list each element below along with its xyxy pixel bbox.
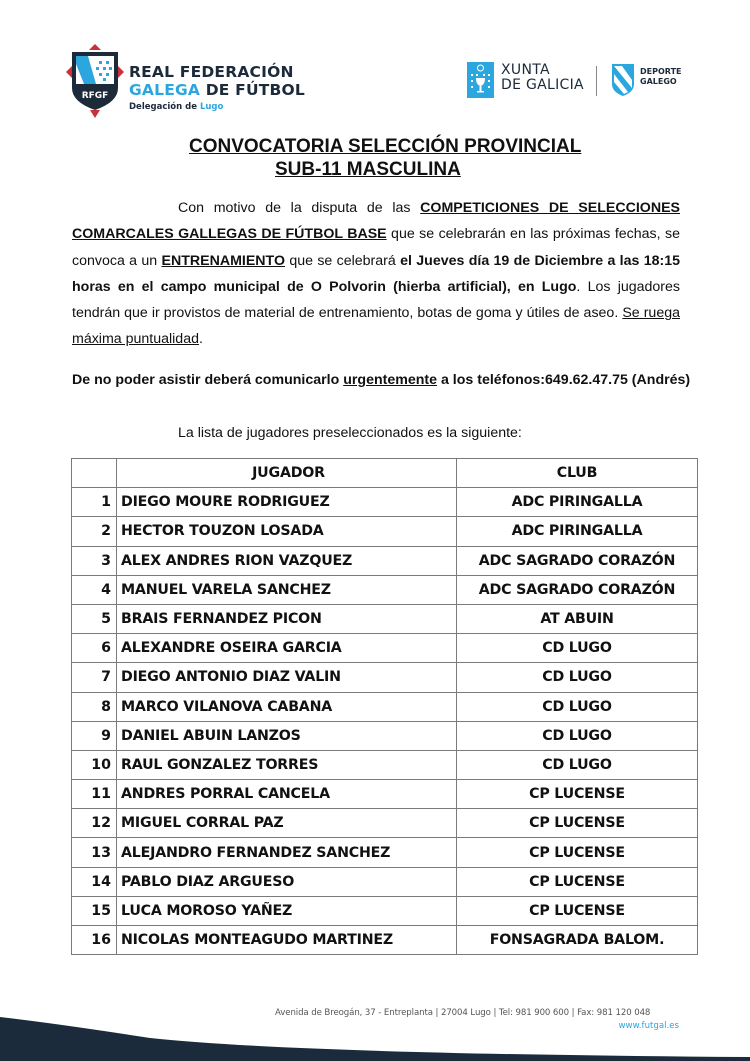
row-player: RAUL GONZALEZ TORRES	[117, 750, 457, 779]
row-club: CD LUGO	[457, 721, 698, 750]
row-player: HECTOR TOUZON LOSADA	[117, 517, 457, 546]
rfgf-badge-text: RFGF	[81, 91, 109, 101]
row-club: AT ABUIN	[457, 604, 698, 633]
table-row	[72, 721, 698, 750]
row-player: BRAIS FERNANDEZ PICON	[117, 604, 457, 633]
punctuality-note: Se ruega máxima puntualidad	[72, 305, 680, 348]
row-num: 10	[72, 750, 117, 779]
row-num: 7	[72, 663, 117, 692]
row-player: NICOLAS MONTEAGUDO MARTINEZ	[117, 926, 457, 955]
row-player: PABLO DIAZ ARGUESO	[117, 867, 457, 896]
row-club: ADC PIRINGALLA	[457, 488, 698, 517]
row-player: DANIEL ABUIN LANZOS	[117, 721, 457, 750]
table-header-row	[72, 459, 698, 488]
federation-name-line2: GALEGA DE FÚTBOL	[129, 81, 305, 99]
federation-name-line1: REAL FEDERACIÓN	[129, 63, 294, 81]
header-club: CLUB	[457, 459, 698, 488]
footer-decorative-band	[0, 1010, 750, 1061]
table-row	[72, 780, 698, 809]
row-club: CP LUCENSE	[457, 867, 698, 896]
contact-phone: a los teléfonos:649.62.47.75 (Andrés)	[437, 372, 691, 388]
xunta-galicia-wordmark: XUNTA DE GALICIA	[501, 62, 584, 93]
page-title: CONVOCATORIA SELECCIÓN PROVINCIAL	[189, 136, 582, 157]
row-player: MIGUEL CORRAL PAZ	[117, 809, 457, 838]
header-num	[72, 459, 117, 488]
row-club: ADC SAGRADO CORAZÓN	[457, 546, 698, 575]
logo-divider	[596, 66, 597, 96]
row-num: 15	[72, 896, 117, 925]
row-player: LUCA MOROSO YAÑEZ	[117, 896, 457, 925]
row-num: 8	[72, 692, 117, 721]
table-row	[72, 896, 698, 925]
table-row	[72, 488, 698, 517]
row-club: ADC SAGRADO CORAZÓN	[457, 575, 698, 604]
row-player: MARCO VILANOVA CABANA	[117, 692, 457, 721]
row-player: ALEXANDRE OSEIRA GARCIA	[117, 634, 457, 663]
table-row	[72, 809, 698, 838]
row-num: 9	[72, 721, 117, 750]
convocation-paragraph: Con motivo de la disputa de las COMPETICIONES DE SELECCIONES COMARCALES GALLEGAS DE FÚTBOL BASE que se celebrarán en las próximas fechas, se convoca a un ENTRENAMIENTO que se celebrará el Jueves día 19 de Diciembre a las 18:15 horas en el campo municipal de O Polvorin (hierba artificial), en Lugo. Los jugadores tendrán que ir provistos de material de entrenamiento, botas de goma y útiles de aseo. Se ruega máxima puntualidad.	[72, 200, 681, 348]
row-player: ALEX ANDRES RION VAZQUEZ	[117, 546, 457, 575]
header-player: JUGADOR	[117, 459, 457, 488]
list-intro: La lista de jugadores preseleccionados es la siguiente:	[178, 425, 522, 441]
competition-name: COMPETICIONES DE SELECCIONES COMARCALES GALLEGAS DE FÚTBOL BASE	[72, 200, 680, 243]
delegation-label: Delegación de Lugo	[129, 102, 224, 112]
row-player: DIEGO MOURE RODRIGUEZ	[117, 488, 457, 517]
page-subtitle: SUB-11 MASCULINA	[275, 159, 461, 180]
deporte-galego-icon	[612, 64, 634, 96]
row-club: CD LUGO	[457, 692, 698, 721]
row-club: CD LUGO	[457, 750, 698, 779]
table-row	[72, 867, 698, 896]
row-club: CP LUCENSE	[457, 809, 698, 838]
xunta-galicia-shield-icon	[467, 62, 494, 98]
table-row	[72, 517, 698, 546]
row-club: CP LUCENSE	[457, 896, 698, 925]
table-row	[72, 634, 698, 663]
row-num: 1	[72, 488, 117, 517]
row-club: FONSAGRADA BALOM.	[457, 926, 698, 955]
row-player: ANDRES PORRAL CANCELA	[117, 780, 457, 809]
row-player: MANUEL VARELA SANCHEZ	[117, 575, 457, 604]
row-num: 13	[72, 838, 117, 867]
table-row	[72, 692, 698, 721]
row-club: CD LUGO	[457, 663, 698, 692]
row-num: 16	[72, 926, 117, 955]
footer-address: Avenida de Breogán, 37 - Entreplanta | 27004 Lugo | Tel: 981 900 600 | Fax: 981 120 048	[275, 1008, 651, 1018]
absence-notice: De no poder asistir deberá comunicarlo urgentemente a los teléfonos:649.62.47.75 (Andrés)	[72, 372, 691, 388]
row-num: 11	[72, 780, 117, 809]
footer-website-link[interactable]: www.futgal.es	[618, 1021, 679, 1031]
table-row	[72, 838, 698, 867]
training-label: ENTRENAMIENTO	[161, 252, 285, 269]
row-num: 5	[72, 604, 117, 633]
row-num: 12	[72, 809, 117, 838]
rfgf-shield-logo	[66, 44, 124, 118]
row-num: 2	[72, 517, 117, 546]
federation-name	[129, 63, 305, 112]
row-num: 3	[72, 546, 117, 575]
row-club: ADC PIRINGALLA	[457, 517, 698, 546]
table-row	[72, 546, 698, 575]
row-player: DIEGO ANTONIO DIAZ VALIN	[117, 663, 457, 692]
players-table	[71, 458, 698, 955]
table-row	[72, 575, 698, 604]
table-row	[72, 663, 698, 692]
table-row	[72, 926, 698, 955]
row-club: CD LUGO	[457, 634, 698, 663]
row-num: 4	[72, 575, 117, 604]
row-club: CP LUCENSE	[457, 780, 698, 809]
row-club: CP LUCENSE	[457, 838, 698, 867]
row-num: 6	[72, 634, 117, 663]
training-date-location: el Jueves día 19 de Diciembre a las 18:15 horas en el campo municipal de O Polvorin (hierba artificial), en Lugo	[72, 252, 680, 295]
row-player: ALEJANDRO FERNANDEZ SANCHEZ	[117, 838, 457, 867]
table-row	[72, 604, 698, 633]
table-row	[72, 750, 698, 779]
row-num: 14	[72, 867, 117, 896]
deporte-galego-wordmark: DEPORTE GALEGO	[640, 67, 682, 86]
